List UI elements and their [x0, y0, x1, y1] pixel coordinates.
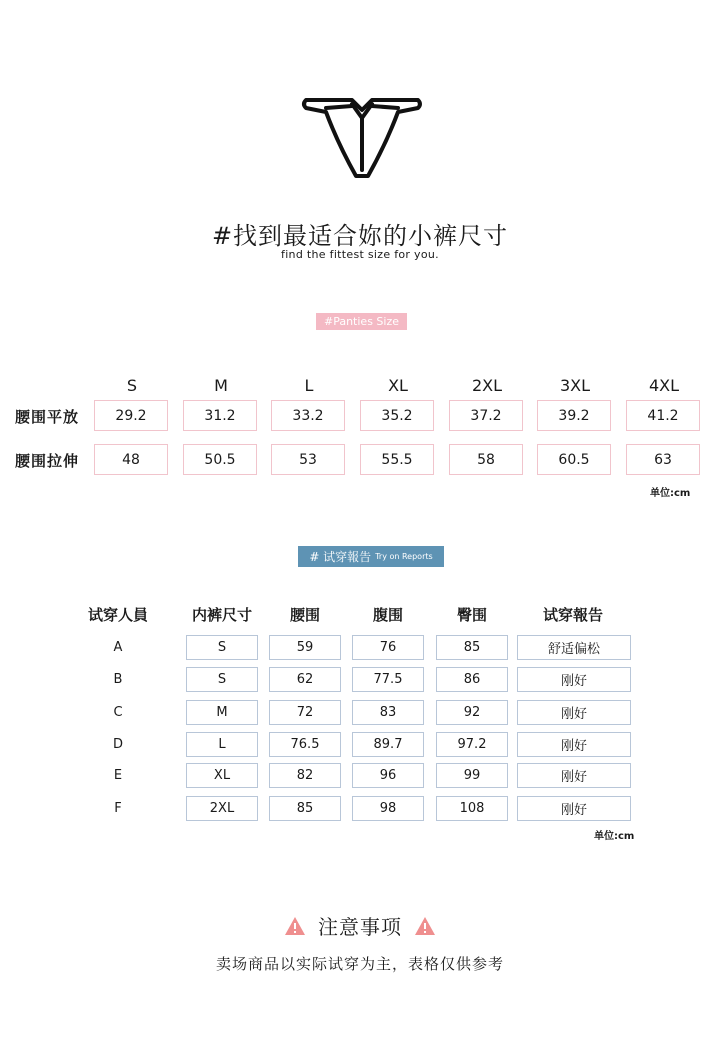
try-on-belly-cell: 89.7 — [352, 732, 424, 757]
warning-icon — [284, 916, 306, 936]
tester-label: E — [113, 768, 123, 783]
try-on-report-cell: 刚好 — [517, 700, 631, 725]
try-on-belly-cell: 83 — [352, 700, 424, 725]
try-on-header: 试穿人員 — [87, 606, 148, 624]
notice-heading — [0, 911, 720, 940]
try-on-header: 内裤尺寸 — [191, 606, 252, 624]
size-cell: 35.2 — [360, 400, 434, 431]
try-on-report-cell: 刚好 — [517, 763, 631, 788]
size-row-label: 腰围拉伸 — [15, 452, 80, 470]
try-on-waist-cell: 62 — [269, 667, 341, 692]
size-cell: 37.2 — [449, 400, 523, 431]
size-header-3xl: 3XL — [559, 376, 591, 395]
size-cell: 39.2 — [537, 400, 611, 431]
size-cell: 41.2 — [626, 400, 700, 431]
try-on-size-cell: M — [186, 700, 258, 725]
size-cell: 53 — [271, 444, 345, 475]
try-on-report-cell: 刚好 — [517, 732, 631, 757]
try-on-report-cell: 刚好 — [517, 796, 631, 821]
size-cell: 60.5 — [537, 444, 611, 475]
try-on-reports-badge — [298, 546, 444, 567]
try-on-report-cell: 舒适偏松 — [517, 635, 631, 660]
size-cell: 31.2 — [183, 400, 257, 431]
size-cell: 33.2 — [271, 400, 345, 431]
tester-label: F — [114, 801, 122, 816]
tester-label: C — [113, 705, 123, 720]
try-on-size-cell: 2XL — [186, 796, 258, 821]
panties-size-badge: #Panties Size — [316, 313, 407, 330]
try-on-header: 臀围 — [456, 606, 487, 624]
try-on-size-cell: S — [186, 635, 258, 660]
try-on-report-cell: 刚好 — [517, 667, 631, 692]
try-on-size-cell: S — [186, 667, 258, 692]
size-header-m: M — [214, 376, 228, 395]
size-header-s: S — [126, 376, 138, 395]
try-on-hip-cell: 92 — [436, 700, 508, 725]
try-on-header: 试穿報告 — [542, 606, 603, 624]
size-cell: 29.2 — [94, 400, 168, 431]
warning-icon — [414, 916, 436, 936]
notice-text: 卖场商品以实际试穿为主，表格仅供参考 — [215, 955, 504, 973]
try-on-hip-cell: 97.2 — [436, 732, 508, 757]
try-on-waist-cell: 85 — [269, 796, 341, 821]
page-title: #找到最适合妳的小裤尺寸 — [211, 222, 509, 250]
try-on-waist-cell: 76.5 — [269, 732, 341, 757]
panty-icon — [300, 96, 424, 180]
size-header-4xl: 4XL — [648, 376, 680, 395]
size-cell: 63 — [626, 444, 700, 475]
tester-label: D — [112, 737, 123, 752]
size-header-2xl: 2XL — [471, 376, 503, 395]
try-on-hip-cell: 108 — [436, 796, 508, 821]
tester-label: A — [113, 640, 123, 655]
size-cell: 48 — [94, 444, 168, 475]
try-on-hip-cell: 86 — [436, 667, 508, 692]
tester-label: B — [113, 672, 123, 687]
page-subtitle: find the fittest size for you. — [281, 248, 439, 261]
try-on-belly-cell: 98 — [352, 796, 424, 821]
size-cell: 50.5 — [183, 444, 257, 475]
size-cell: 58 — [449, 444, 523, 475]
try-on-waist-cell: 72 — [269, 700, 341, 725]
try-on-unit-label: 单位:cm — [594, 831, 635, 842]
try-on-waist-cell: 59 — [269, 635, 341, 660]
try-on-belly-cell: 96 — [352, 763, 424, 788]
try-on-badge-title: # 试穿報告 — [309, 550, 372, 564]
try-on-belly-cell: 76 — [352, 635, 424, 660]
try-on-hip-cell: 99 — [436, 763, 508, 788]
try-on-header: 腹围 — [372, 606, 403, 624]
try-on-belly-cell: 77.5 — [352, 667, 424, 692]
size-row-label: 腰围平放 — [15, 408, 80, 426]
size-header-l: L — [304, 376, 314, 395]
try-on-size-cell: XL — [186, 763, 258, 788]
try-on-header: 腰围 — [289, 606, 320, 624]
size-unit-label: 单位:cm — [650, 488, 691, 499]
try-on-waist-cell: 82 — [269, 763, 341, 788]
notice-title: 注意事项 — [318, 915, 402, 939]
size-cell: 55.5 — [360, 444, 434, 475]
try-on-size-cell: L — [186, 732, 258, 757]
try-on-hip-cell: 85 — [436, 635, 508, 660]
size-header-xl: XL — [388, 376, 408, 395]
try-on-badge-subtitle: Try on Reports — [375, 552, 433, 561]
